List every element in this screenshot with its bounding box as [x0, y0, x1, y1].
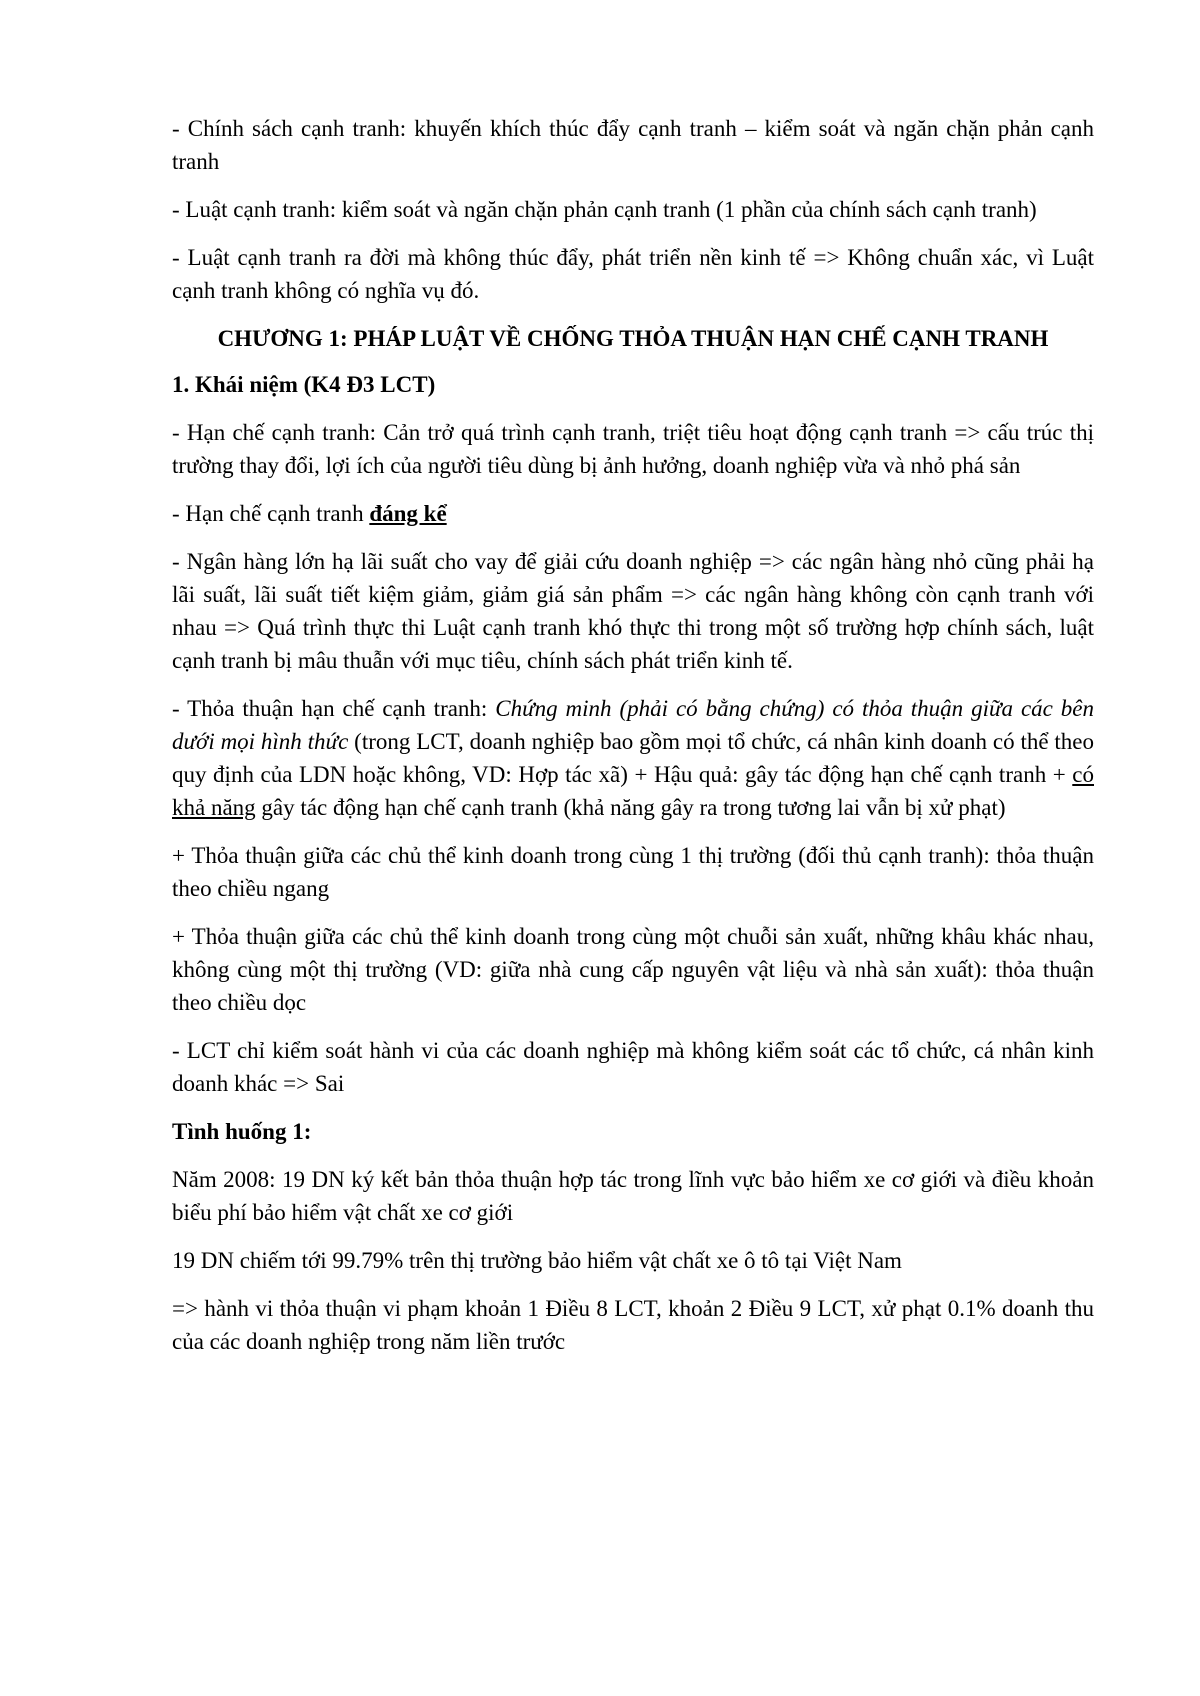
significant-emphasis: đáng kể: [369, 501, 447, 526]
paragraph-violation: => hành vi thỏa thuận vi phạm khoản 1 Điều 8 LCT, khoản 2 Điều 9 LCT, xử phạt 0.1% doanh thu của các doanh nghiệp trong năm liền trước: [172, 1296, 1094, 1354]
paragraph-bank-example: - Ngân hàng lớn hạ lãi suất cho vay để giải cứu doanh nghiệp => các ngân hàng nhỏ cũng phải hạ lãi suất, lãi suất tiết kiệm giảm, giảm giá sản phẩm => các ngân hàng không còn cạnh tranh với nhau => Quá trình thực thi Luật cạnh tranh khó thực thi trong một số trường hợp chính sách, luật cạnh tranh bị mâu thuẫn với mục tiêu, chính sách phát triển kinh tế.: [172, 549, 1094, 673]
agreement-middle: (trong LCT, doanh nghiệp bao gồm mọi tổ chức, cá nhân kinh doanh có thể theo quy định của LDN hoặc không, VD: Hợp tác xã) + Hậu quả: gây tác động hạn chế cạnh tranh +: [172, 729, 1095, 787]
agreement-prefix: - Thỏa thuận hạn chế cạnh tranh:: [172, 696, 496, 721]
paragraph-law-purpose: - Luật cạnh tranh ra đời mà không thúc đẩy, phát triển nền kinh tế => Không chuẩn xác, vì Luật cạnh tranh không có nghĩa vụ đó.: [172, 245, 1094, 303]
case-heading: Tình huống 1:: [172, 1119, 312, 1144]
document-body: [172, 112, 1094, 1373]
paragraph-vertical-agreement: + Thỏa thuận giữa các chủ thể kinh doanh trong cùng một chuỗi sản xuất, những khâu khác nhau, không cùng một thị trường (VD: giữa nhà cung cấp nguyên vật liệu và nhà sản xuất): thỏa thuận theo chiều dọc: [172, 924, 1094, 1015]
paragraph-case-2008: Năm 2008: 19 DN ký kết bản thỏa thuận hợp tác trong lĩnh vực bảo hiểm xe cơ giới và điều khoản biểu phí bảo hiểm vật chất xe cơ giới: [172, 1167, 1094, 1225]
paragraph-market-share: 19 DN chiếm tới 99.79% trên thị trường bảo hiểm vật chất xe ô tô tại Việt Nam: [172, 1248, 902, 1273]
chapter-heading: CHƯƠNG 1: PHÁP LUẬT VỀ CHỐNG THỎA THUẬN HẠN CHẾ CẠNH TRANH: [217, 326, 1049, 351]
section-heading: 1. Khái niệm (K4 Đ3 LCT): [172, 372, 436, 397]
paragraph-horizontal-agreement: + Thỏa thuận giữa các chủ thể kinh doanh trong cùng 1 thị trường (đối thủ cạnh tranh): thỏa thuận theo chiều ngang: [172, 843, 1094, 901]
paragraph-lct-scope: - LCT chỉ kiểm soát hành vi của các doanh nghiệp mà không kiểm soát các tổ chức, cá nhân kinh doanh khác => Sai: [172, 1038, 1094, 1096]
paragraph-competition-law: - Luật cạnh tranh: kiểm soát và ngăn chặn phản cạnh tranh (1 phần của chính sách cạnh tranh): [172, 197, 1037, 222]
agreement-capability-underline: có khả năng: [172, 762, 1094, 820]
paragraph-restriction-definition: - Hạn chế cạnh tranh: Cản trở quá trình cạnh tranh, triệt tiêu hoạt động cạnh tranh => cấu trúc thị trường thay đổi, lợi ích của người tiêu dùng bị ảnh hưởng, doanh nghiệp vừa và nhỏ phá sản: [172, 420, 1094, 478]
paragraph-significant-restriction: [172, 497, 1094, 530]
paragraph-competition-policy: - Chính sách cạnh tranh: khuyến khích thúc đẩy cạnh tranh – kiểm soát và ngăn chặn phản cạnh tranh: [172, 116, 1094, 174]
agreement-proof-italic: Chứng minh (phải có bằng chứng) có thỏa thuận giữa các bên dưới mọi hình thức: [172, 696, 1094, 754]
paragraph-restrictive-agreement: [172, 692, 1094, 824]
agreement-suffix: gây tác động hạn chế cạnh tranh (khả năng gây ra trong tương lai vẫn bị xử phạt): [255, 795, 1006, 820]
significant-restriction-prefix: - Hạn chế cạnh tranh: [172, 501, 370, 526]
